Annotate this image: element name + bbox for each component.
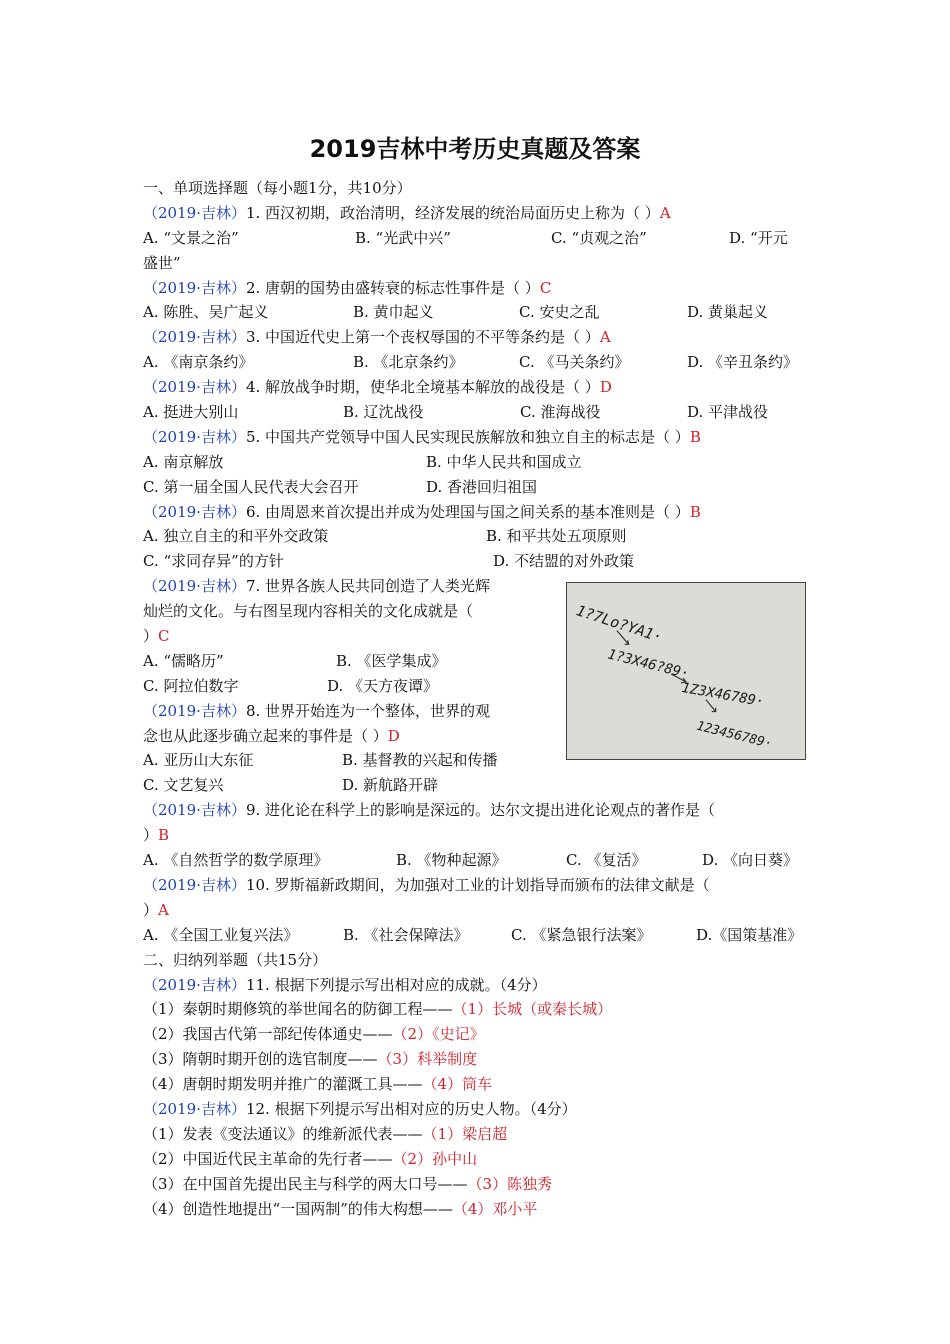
sub-question: [143, 1022, 813, 1047]
sub-question-text: （2）中国近代民主革命的先行者——: [143, 1149, 393, 1168]
answer: B: [158, 826, 170, 845]
options-row: [143, 226, 813, 251]
question-9: [143, 798, 813, 823]
option-b: B. 《社会保障法》: [343, 925, 469, 944]
source-tag: （2019·吉林）: [143, 328, 246, 347]
answer: D: [599, 378, 612, 397]
question-3: [143, 325, 813, 350]
source-tag: （2019·吉林）: [143, 1099, 246, 1118]
question-stem: 3. 中国近代史上第一个丧权辱国的不平等条约是（ ）: [245, 328, 600, 347]
option-b: B. 中华人民共和国成立: [426, 452, 582, 471]
option-d: D. 新航路开辟: [342, 776, 439, 795]
option-c: C. “贞观之治”: [551, 228, 647, 247]
question-stem: 9. 进化论在科学上的影响是深远的。达尔文提出进化论观点的著作是（: [245, 801, 716, 820]
question-2: [143, 276, 813, 301]
answer: （1）长城（或秦长城）: [452, 1000, 613, 1019]
sub-question: [143, 1122, 813, 1147]
option-d: D. 《向日葵》: [702, 851, 799, 870]
question-stem-line: 灿烂的文化。与右图呈现内容相关的文化成就是（: [143, 602, 474, 621]
numeral-evolution-figure: [566, 582, 806, 760]
options-row: [143, 475, 813, 500]
question-stem: ）: [143, 627, 159, 646]
question-stem: 6. 由周恩来首次提出并成为处理国与国之间关系的基本准则是（ ）: [245, 502, 690, 521]
options-row: [143, 773, 813, 798]
option-d: D.《国策基准》: [696, 925, 803, 944]
section-heading: 一、单项选择题（每小题1分，共10分）: [143, 179, 412, 197]
answer: A: [599, 328, 611, 347]
sub-question: [143, 1172, 813, 1197]
option-c: C. 淮海战役: [520, 403, 601, 422]
option-a: A. 《南京条约》: [143, 353, 254, 372]
option-c: C. 《紧急银行法案》: [511, 925, 652, 944]
option-b: B. 《医学集成》: [336, 651, 447, 670]
option-c: C. 阿拉伯数字: [143, 676, 239, 695]
source-tag: （2019·吉林）: [143, 502, 246, 521]
options-row: [143, 549, 813, 574]
source-tag: （2019·吉林）: [143, 427, 246, 446]
question-1: [143, 201, 813, 226]
question-6: [143, 500, 813, 525]
source-tag: （2019·吉林）: [143, 975, 246, 994]
options-row: [143, 923, 813, 948]
source-tag: （2019·吉林）: [143, 801, 246, 820]
option-c: C. “求同存异”的方针: [143, 552, 284, 571]
option-b: B. 《北京条约》: [353, 353, 464, 372]
numeral-evolution-image: [567, 583, 805, 759]
answer: （1）梁启超: [422, 1124, 508, 1143]
options-row: [143, 350, 813, 375]
option-a: A. “儒略历”: [143, 651, 224, 670]
source-tag: （2019·吉林）: [143, 875, 246, 894]
sub-question: [143, 1072, 813, 1097]
sub-question-text: （1）秦朝时期修筑的举世闻名的防御工程——: [143, 1000, 453, 1019]
option-b: B. “光武中兴”: [355, 228, 451, 247]
sub-question-text: （3）在中国首先提出民主与科学的两大口号——: [143, 1174, 468, 1193]
options-row: [143, 524, 813, 549]
answer: B: [689, 502, 701, 521]
numeral-line-4: 123456789·: [694, 718, 774, 752]
question-stem: 4. 解放战争时期，使华北全境基本解放的战役是（ ）: [245, 378, 600, 397]
source-tag: （2019·吉林）: [143, 203, 246, 222]
option-c: C. 《马关条约》: [519, 353, 630, 372]
option-d: D. “开元: [729, 228, 788, 247]
option-d: D. 不结盟的对外政策: [493, 552, 635, 571]
source-tag: （2019·吉林）: [143, 278, 246, 297]
sub-question-text: （3）隋朝时期开创的选官制度——: [143, 1050, 378, 1069]
section-heading: 二、归纳列举题（共15分）: [143, 950, 328, 969]
question-stem: ）: [143, 900, 159, 919]
answer: A: [158, 900, 169, 919]
option-a: A. “文景之治”: [143, 228, 239, 247]
question-11: [143, 973, 813, 998]
option-b: B. 辽沈战役: [343, 403, 424, 422]
answer: （3）陈独秀: [467, 1174, 553, 1193]
numeral-line-2: 1?3X46?89·: [605, 646, 691, 683]
answer: A: [659, 203, 671, 222]
answer: （4）邓小平: [452, 1199, 538, 1218]
answer: （2）孙中山: [392, 1149, 478, 1168]
question-12: [143, 1097, 813, 1122]
source-tag: （2019·吉林）: [143, 378, 246, 397]
option-a: A. 独立自主的和平外交政策: [143, 527, 329, 546]
page-title: 2019吉林中考历史真题及答案: [309, 135, 641, 163]
option-b: B. 黄巾起义: [353, 303, 434, 322]
question-stem: 11. 根据下列提示写出相对应的成就。（4分）: [245, 975, 547, 994]
option-c: C. 安史之乱: [519, 303, 600, 322]
option-d: D. 《天方夜谭》: [327, 676, 439, 695]
answer: C: [158, 627, 170, 646]
answer: B: [689, 427, 701, 446]
sub-question: [143, 997, 813, 1022]
question-stem: 8. 世界开始连为一个整体，世界的观: [245, 701, 491, 720]
option-continuation: 盛世”: [143, 253, 181, 272]
answer: （2）《史记》: [392, 1025, 485, 1044]
question-stem: 12. 根据下列提示写出相对应的历史人物。（4分）: [245, 1099, 577, 1118]
sub-question: [143, 1147, 813, 1172]
option-b: B. 基督教的兴起和传播: [342, 751, 498, 770]
answer: C: [539, 278, 552, 297]
sub-question: [143, 1197, 813, 1222]
sub-question-text: （4）唐朝时期发明并推广的灌溉工具——: [143, 1075, 423, 1094]
question-stem: 1. 西汉初期，政治清明，经济发展的统治局面历史上称为（ ）: [245, 203, 660, 222]
option-c: C. 文艺复兴: [143, 776, 224, 795]
answer: （4）筒车: [422, 1075, 493, 1094]
options-row: [143, 848, 813, 873]
answer: （3）科举制度: [377, 1050, 478, 1069]
sub-question-text: （1）发表《变法通议》的维新派代表——: [143, 1124, 423, 1143]
numeral-line-1: 1?7Lo?YA1·: [574, 602, 665, 647]
question-stem: 10. 罗斯福新政期间，为加强对工业的计划指导而颁布的法律文献是（: [245, 875, 710, 894]
question-stem: 5. 中国共产党领导中国人民实现民族解放和独立自主的标志是（ ）: [245, 427, 690, 446]
sub-question: [143, 1047, 813, 1072]
option-a: A. 《自然哲学的数学原理》: [143, 851, 329, 870]
source-tag: （2019·吉林）: [143, 701, 246, 720]
option-a: A. 南京解放: [143, 452, 224, 471]
option-a: A. 挺进大别山: [143, 403, 239, 422]
option-b: B. 《物种起源》: [396, 851, 507, 870]
sub-question-text: （2）我国古代第一部纪传体通史——: [143, 1025, 393, 1044]
option-d: D. 黄巢起义: [687, 303, 769, 322]
option-c: C. 《复活》: [566, 851, 647, 870]
question-stem-line: [143, 823, 813, 848]
options-row: [143, 400, 813, 425]
options-row: [143, 300, 813, 325]
option-d: D. 平津战役: [687, 403, 769, 422]
question-stem-line: [143, 898, 813, 923]
question-4: [143, 375, 813, 400]
numeral-line-3: 1Z3X46789·: [680, 679, 766, 711]
question-stem: 念也从此逐步确立起来的事件是（ ）: [143, 726, 388, 745]
option-d: D. 《辛丑条约》: [687, 353, 799, 372]
sub-question-text: （4）创造性地提出“一国两制”的伟大构想——: [143, 1199, 453, 1218]
option-c: C. 第一届全国人民代表大会召开: [143, 477, 359, 496]
question-5: [143, 425, 813, 450]
option-b: B. 和平共处五项原则: [486, 527, 627, 546]
answer: D: [387, 726, 400, 745]
option-a: A. 《全国工业复兴法》: [143, 925, 299, 944]
question-stem: 2. 唐朝的国势由盛转衰的标志性事件是（ ）: [245, 278, 540, 297]
source-tag: （2019·吉林）: [143, 577, 246, 596]
question-stem: 7. 世界各族人民共同创造了人类光辉: [245, 577, 491, 596]
option-a: A. 亚历山大东征: [143, 751, 254, 770]
options-row: [143, 450, 813, 475]
option-a: A. 陈胜、吴广起义: [143, 303, 269, 322]
question-10: [143, 873, 813, 898]
question-stem: ）: [143, 826, 159, 845]
option-d: D. 香港回归祖国: [426, 477, 538, 496]
